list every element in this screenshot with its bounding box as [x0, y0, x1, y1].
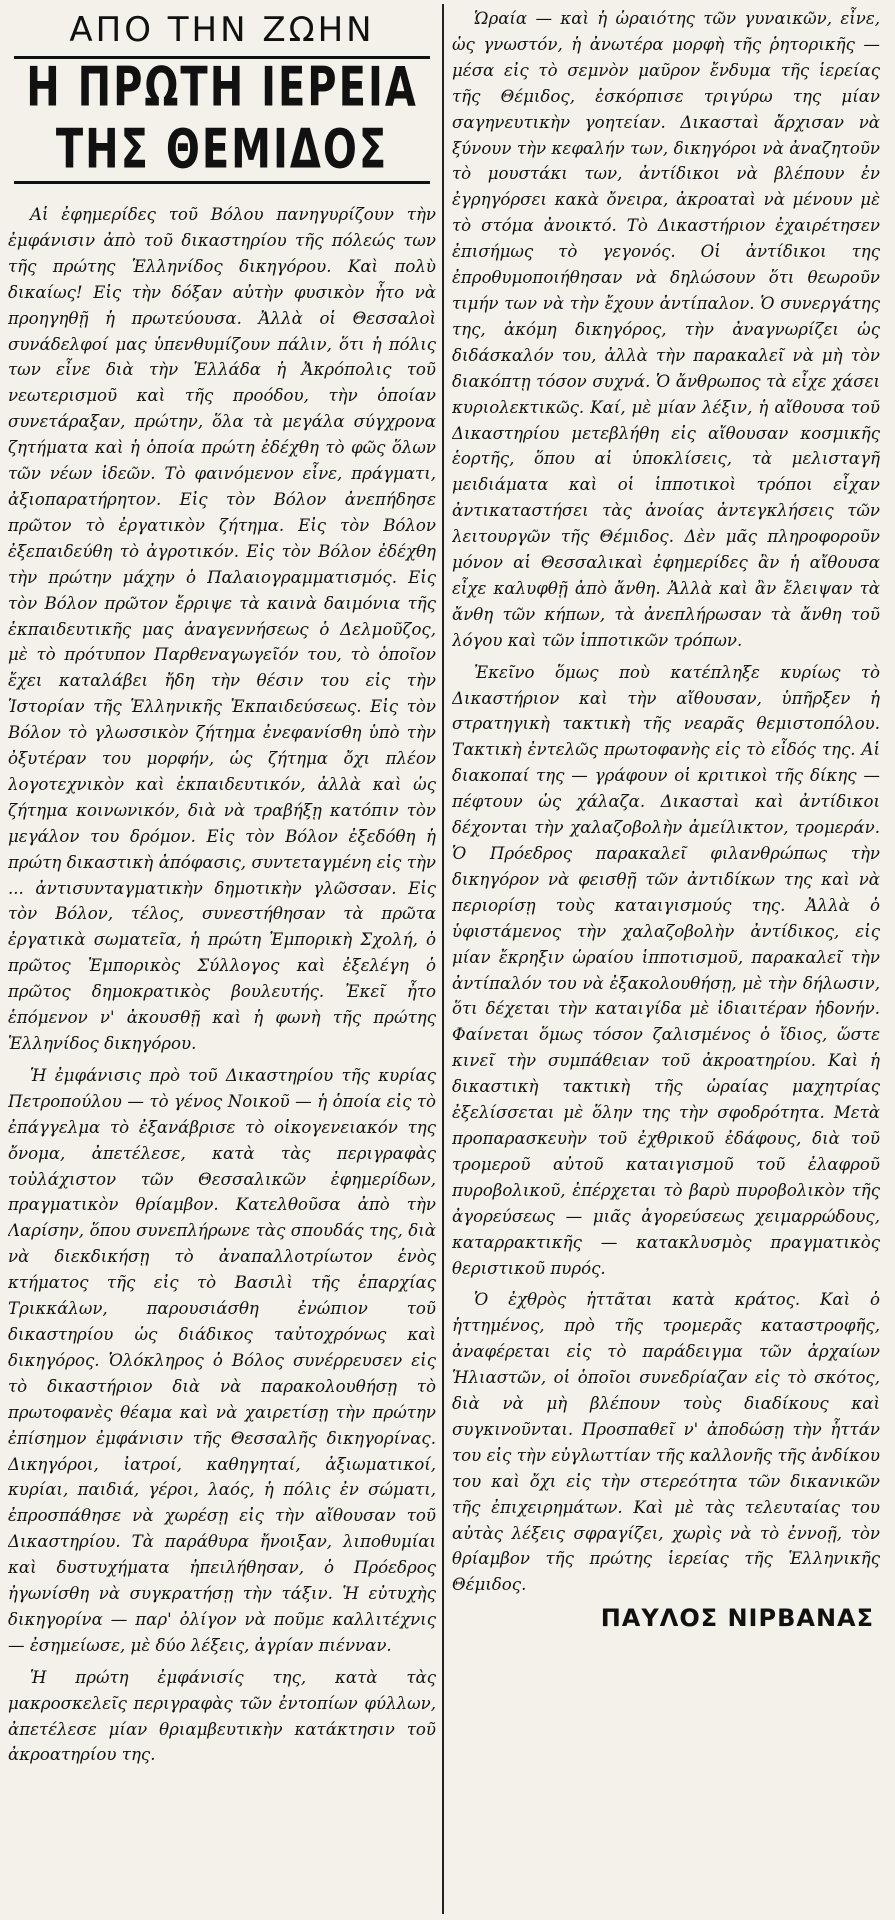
section-kicker: ΑΠΟ ΤΗΝ ΖΩΗΝ: [69, 10, 375, 50]
column-divider: [442, 4, 444, 1914]
paragraph-left-2: Ἡ ἐμφάνισις πρὸ τοῦ Δικαστηρίου τῆς κυρίας Πετροπούλου — τὸ γένος Νοικοῦ — ἡ ὁποία εἰς τὸ ἐπάγγελμα τὸ ἐξανάβρισε τὸ οἰκογενειακόν της ὄνομα, ἀπετέλεσε, κατὰ τὰς περιγραφὰς τοὐλάχιστον τῶν Θεσσαλικῶν ἐφημερίδων, πραγματικὸν θρίαμβον. Κατελθοῦσα ἀπὸ τὴν Λαρίσην, ὅπου συνεπλήρωνε τὰς σπουδάς της, διὰ νὰ διεκδικήσῃ τὸ ἀναπαλλοτρίωτον ἑνὸς κτήματος τῆς εἰς τὸ Βασιλὶ τῆς ἐπαρχίας Τρικκάλων, παρουσιάσθη ἐνώπιον τοῦ δικαστηρίου ὡς διάδικος ταὐτοχρόνως καὶ δικηγόρος. Ὁλόκληρος ὁ Βόλος συνέρρευσεν εἰς τὸ δικαστήριον διὰ νὰ παρακολουθήσῃ τὸ πρωτοφανὲς θέαμα καὶ νὰ χαιρετίσῃ τὴν πρώτην ἐπίσημον ἐμφάνισιν τῆς Θεσσαλῆς δικηγορίνας. Δικηγόροι, ἰατροί, καθηγηταί, ἀξιωματικοί, κυρίαι, παιδιά, γέροι, λαός, ἡ πόλις ἐν σώματι, ἐπροσπάθησε νὰ χωρέσῃ εἰς τὴν αἴθουσαν τοῦ Δικαστηρίου. Τὰ παράθυρα ἤνοιξαν, λιποθυμίαι καὶ δυστυχήματα ἠπειλήθησαν, ὁ Πρόεδρος ἠγωνίσθη νὰ συγκρατήσῃ τὴν τάξιν. Ἡ εὐτυχὴς δικηγορίνα — παρ' ὀλίγον νὰ ποῦμε καλλιτέχνις — ἐσημείωσε, μὲ δύο λέξεις, ἀγρίαν πιένναν.: [8, 1065, 436, 1655]
paragraph-left-3: Ἡ πρώτη ἐμφάνισίς της, κατὰ τὰς μακροσκελεῖς περιγραφὰς τῶν ἐντοπίων φύλλων, ἀπετέλεσε μίαν θριαμβευτικὴν κατάκτησιν τοῦ ἀκροατηρίου της.: [8, 1667, 436, 1765]
paragraph-right-2: Ἐκεῖνο ὅμως ποὺ κατέπληξε κυρίως τὸ Δικαστήριον καὶ τὴν αἴθουσαν, ὑπῆρξεν ἡ στρατηγικὴ τακτικὴ τῆς νεαρᾶς θεμιστοπόλου. Τακτικὴ ἐντελῶς πρωτοφανὴς εἰς τὸ εἶδός της. Αἱ διακοπαί της — γράφουν οἱ κριτικοὶ τῆς δίκης — πέφτουν ὡς χάλαζα. Δικασταὶ καὶ ἀντίδικοι δέχονται τὴν χαλαζοβολὴν ἀμείλικτον, τρομεράν. Ὁ Πρόεδρος παρακαλεῖ φιλανθρώπως τὴν δικηγόρον νὰ φεισθῇ τῶν ἀντιδίκων της καὶ νὰ περιορίσῃ τοὺς καταιγισμούς της. Ἀλλὰ ὁ ὑφιστάμενος τὴν χαλαζοβολὴν ἀντίδικος, εἰς μίαν ἔκρηξιν ὡραίου ἱπποτισμοῦ, παρακαλεῖ τὴν ἀντίπαλόν του νὰ ἐξακολουθήσῃ, μὲ τὴν δήλωσιν, ὅτι δέχεται τὴν καταιγίδα μὲ ἰδιαιτέραν ἡδονήν. Φαίνεται ὅμως τόσον ζαλισμένος ὁ ἴδιος, ὥστε κινεῖ τὴν συμπάθειαν τοῦ ἀκροατηρίου. Καὶ ἡ δικαστικὴ τακτικὴ τῆς ὡραίας μαχητρίας ἐξελίσσεται μὲ ὅλην της τὴν σφοδρότητα. Μετὰ προπαρασκευὴν τοῦ ἐχθρικοῦ ἐδάφους, διὰ τοῦ τρομεροῦ αὐτοῦ καταιγισμοῦ τοῦ ἐλαφροῦ πυροβολικοῦ, ἐπέρχεται τὸ βαρὺ πυροβολικὸν τῆς ἀγορεύσεως — μιᾶς ἀγορεύσεως χειμαρρώδους, καταρρακτικῆς — κατακλυσμὸς πραγματικὸς θεριστικοῦ πυρός.: [452, 662, 880, 1278]
headline: Η ΠΡΩΤΗ ΙΕΡΕΙΑ ΤΗΣ ΘΕΜΙΔΟΣ: [26, 56, 418, 182]
column-left: [8, 6, 436, 1914]
paragraph-left-1: Αἱ ἐφημερίδες τοῦ Βόλου πανηγυρίζουν τὴν ἐμφάνισιν ἀπὸ τοῦ δικαστηρίου τῆς πόλεώς των τῆς πρώτης Ἑλληνίδος δικηγόρου. Καὶ πολὺ δικαίως! Εἰς τὴν δόξαν αὐτὴν φυσικὸν ἦτο νὰ προηγηθῇ ἡ πρωτεύουσα. Ἀλλὰ οἱ Θεσσαλοὶ συνάδελφοί μας ὑπενθυμίζουν πάλιν, ὅτι ἡ πόλις των εἶνε διὰ τὴν Ἑλλάδα ἡ Ἀκρόπολις τοῦ νεωτερισμοῦ καὶ τῆς προόδου, τὴν ὁποίαν συνετάραξαν, πρώτην, ὅλα τὰ μεγάλα σύγχρονα ζητήματα καὶ ἡ ὁποία πρώτη ἐδέχθη τὸ φῶς ὅλων τῶν νέων ἰδεῶν. Τὸ φαινόμενον εἶνε, πράγματι, ἀξιοπαρατήρητον. Εἰς τὸν Βόλον ἀνεπήδησε πρῶτον τὸ ἐργατικὸν ζήτημα. Εἰς τὸν Βόλον ἐξεπαιδεύθη τὸ ἀγροτικόν. Εἰς τὸν Βόλον ἐδέχθη τὴν πρώτην μάχην ὁ Παλαιογραμματισμός. Εἰς τὸν Βόλον πρῶτον ἔρριψε τὰ καινὰ δαιμόνια τῆς ἐκπαιδευτικῆς μας ἀναγεννήσεως ὁ Δελμοῦζος, μὲ τὸ πρότυπον Παρθεναγωγεῖόν του, τὸ ὁποῖον ἔχει καταλάβει ἤδη τὴν θέσιν του εἰς τὴν Ἱστορίαν τῆς Ἑλληνικῆς Ἐκπαιδεύσεως. Εἰς τὸν Βόλον τὸ γλωσσικὸν ζήτημα ἐνεφανίσθη ὑπὸ τὴν ὀξυτέραν του μορφήν, ὡς ζήτημα ὄχι πλέον λογοτεχνικὸν καὶ ἐκπαιδευτικόν, ἀλλὰ καὶ ὡς ζήτημα κοινωνικόν, διὰ νὰ τραβήξῃ κατόπιν τὸν μεγάλον του δρόμον. Εἰς τὸν Βόλον ἐξεδόθη ἡ πρώτη δικαστικὴ ἀπόφασις, συντεταγμένη εἰς τὴν ... ἀντισυνταγματικὴν δημοτικὴν γλῶσσαν. Εἰς τὸν Βόλον, τέλος, συνεστήθησαν τὰ πρῶτα ἐργατικὰ σωματεῖα, ἡ πρώτη Ἐμπορικὴ Σχολή, ὁ πρῶτος Ἐμπορικὸς Σύλλογος καὶ ἐξελέγη ὁ πρῶτος δημοκρατικὸς βουλευτής. Ἐκεῖ ἦτο ἑπόμενον ν' ἀκουσθῇ καὶ ἡ φωνὴ τῆς πρώτης Ἑλληνίδος δικηγόρου.: [8, 205, 436, 1053]
headline-box: [14, 56, 430, 184]
author-signature: ΠΑΥΛΟΣ ΝΙΡΒΑΝΑΣ: [600, 1604, 874, 1633]
paragraph-right-1: Ὡραία — καὶ ἡ ὡραιότης τῶν γυναικῶν, εἶνε, ὡς γνωστόν, ἡ ἀνωτέρα μορφὴ τῆς ῥητορικῆς — μέσα εἰς τὸ σεμνὸν μαῦρον ἔνδυμα τῆς ἱερείας τῆς Θέμιδος, ἐσκόρπισε τριγύρω της μίαν σαγηνευτικὴν γοητείαν. Δικασταὶ ἄρχισαν νὰ ξύνουν τὴν κεφαλήν των, δικηγόροι νὰ ἀναζητοῦν τὸ μουστάκι των, ἀντίδικοι νὰ βλέπουν ἐν ἐγρηγόρσει κακὰ ὄνειρα, ἀκροαταὶ νὰ μένουν μὲ τὸ στόμα ἀνοικτό. Τὸ Δικαστήριον ἐχαιρέτησεν ἐπισήμως τὸ γεγονός. Οἱ ἀντίδικοι της ἐπροθυμοποιήθησαν νὰ δηλώσουν ὅτι θεωροῦν τιμήν των νὰ τὴν ἔχουν ἀντίπαλον. Ὁ συνεργάτης της, ἀκόμη δικηγόρος, τὴν ἀναγνωρίζει ὡς διδάσκαλόν του, ἀλλὰ τὴν παρακαλεῖ νὰ μὴ τὸν διακόπτῃ τόσον συχνά. Ὁ ἄνθρωπος τὰ εἶχε χάσει κυριολεκτικῶς. Καί, μὲ μίαν λέξιν, ἡ αἴθουσα τοῦ Δικαστηρίου μετεβλήθη εἰς αἴθουσαν κοσμικῆς ἑορτῆς, ὅπου αἱ ὑποκλίσεις, τὰ μελισταγῆ μειδιάματα καὶ οἱ ἱπποτικοὶ τρόποι εἶχαν ἀντικαταστήσει τὰς ἀνοίας ἀντεγκλήσεις τῶν λειτουργῶν τῆς Θέμιδος. Δὲν μᾶς πληροφοροῦν μόνον αἱ Θεσσαλικαὶ ἐφημερίδες ἂν ἡ αἴθουσα εἶχε καλυφθῇ ἀπὸ ἄνθη. Ἀλλὰ καὶ ἂν ἔλειψαν τὰ ἄνθη τῶν κήπων, τὰ ἀνεπλήρωσαν τὰ ἄνθη τοῦ λόγου καὶ τῶν ἱπποτικῶν τρόπων.: [452, 9, 880, 650]
column-right: [452, 6, 880, 1914]
paragraph-right-3: Ὁ ἐχθρὸς ἡττᾶται κατὰ κράτος. Καὶ ὁ ἡττημένος, πρὸ τῆς τρομερᾶς καταστροφῆς, ἀναφέρεται εἰς τὸ παράδειγμα τῶν ἀρχαίων Ἡλιαστῶν, οἱ ὁποῖοι συνεδρίαζαν εἰς τὸ σκότος, διὰ νὰ μὴ βλέπουν τοὺς διαδίκους καὶ συγκινοῦνται. Προσπαθεῖ ν' ἀποδώσῃ τὴν ἧττάν του εἰς τὴν εὐγλωττίαν τῆς καλλονῆς τῆς ἀνδίκου του καὶ ὄχι εἰς τὴν στερεότητα τῶν δικανικῶν τῆς ἐπιχειρημάτων. Καὶ μὲ τὰς τελευταίας του αὐτὰς λέξεις σφραγίζει, χωρὶς νὰ τὸ ἐννοῇ, τὸν θρίαμβον τῆς πρώτης ἱερείας τῆς Ἑλληνικῆς Θέμιδος.: [452, 1290, 880, 1595]
